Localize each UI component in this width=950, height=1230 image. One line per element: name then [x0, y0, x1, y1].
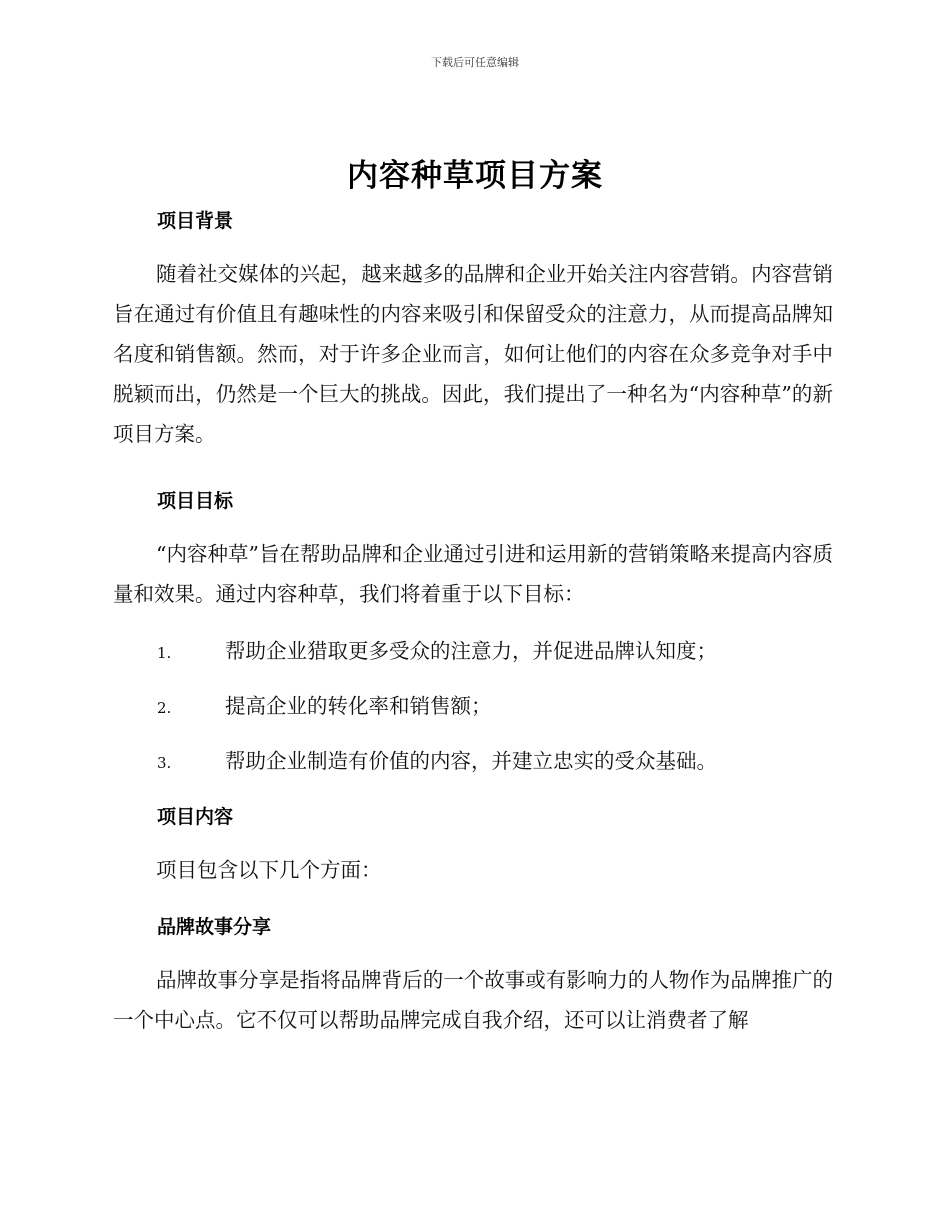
paragraph-background: 随着社交媒体的兴起，越来越多的品牌和企业开始关注内容营销。内容营销旨在通过有价值且有趣味性的内容来吸引和保留受众的注意力，从而提高品牌知名度和销售额。然而，对于许多企业而言，如何让他们的内容在众多竞争对手中脱颖而出，仍然是一个巨大的挑战。因此，我们提出了一种名为“内容种草”的新项目方案。: [113, 262, 833, 446]
goal-list-item-2: [157, 691, 837, 723]
document-title: 内容种草项目方案: [347, 158, 603, 194]
list-number: 1.: [157, 644, 172, 662]
heading-brand-story: 品牌故事分享: [157, 916, 272, 938]
paragraph-goals: “内容种草”旨在帮助品牌和企业通过引进和运用新的营销策略来提高内容质量和效果。通过内容种草，我们将着重于以下目标：: [113, 542, 833, 606]
list-text: 提高企业的转化率和销售额；: [225, 694, 492, 718]
paragraph-brand-story: 品牌故事分享是指将品牌背后的一个故事或有影响力的人物作为品牌推广的一个中心点。它不仅可以帮助品牌完成自我介绍，还可以让消费者了解: [113, 968, 833, 1032]
list-text: 帮助企业制造有价值的内容，并建立忠实的受众基础。: [225, 749, 717, 773]
goal-list-item-3: [157, 746, 837, 778]
heading-goals: 项目目标: [157, 490, 234, 512]
heading-background: 项目背景: [157, 210, 234, 232]
goal-list-item-1: [157, 636, 837, 668]
list-number: 3.: [157, 754, 172, 772]
list-text: 帮助企业猎取更多受众的注意力，并促进品牌认知度；: [225, 639, 717, 663]
list-number: 2.: [157, 699, 172, 717]
heading-content: 项目内容: [157, 806, 234, 828]
header-note: 下载后可任意编辑: [431, 56, 519, 69]
paragraph-content-intro: 项目包含以下几个方面：: [156, 858, 382, 882]
